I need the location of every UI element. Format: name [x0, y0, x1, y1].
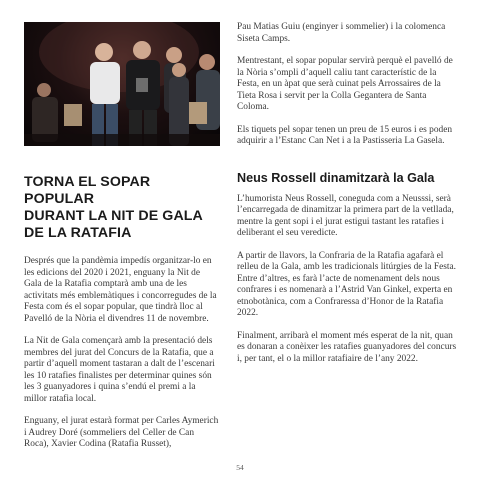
body-paragraph: Enguany, el jurat estarà format per Carles Aymerich i Audrey Doré (sommeliers del Celler de Can Roca), Xavier Codina (Ratafia Russet), [24, 416, 219, 449]
body-paragraph: A partir de llavors, la Confraria de la Ratafia agafarà el relleu de la Gala, amb les tradicionals litúrgies de la Festa. Entre d’altres, es farà l’acte de nomenament dels nous confrares i es nomenarà a l’Astrid Van Ginkel, experta en etnobotànica, com a Confraressa d’Honor de la Ratafia 2022. [237, 250, 457, 318]
section-heading: Neus Rossell dinamitzarà la Gala [237, 170, 435, 185]
body-paragraph: La Nit de Gala començarà amb la presentació dels membres del jurat del Concurs de la Ratafia, que a partir d’aquell moment tastaran a dalt de l’escenari les 10 ratafies finalistes per determinar quines són les 3 guanyadores i quina s’endú el premi a la millor ratafia local. [24, 336, 215, 404]
page-number: 54 [236, 463, 244, 472]
body-paragraph: Els tiquets pel sopar tenen un preu de 15 euros i es poden adquirir a l’Estanc Can Net i a la Pastisseria La Gasela. [237, 124, 453, 146]
body-paragraph: L’humorista Neus Rossell, coneguda com a Neusssi, serà l’encarregada de dinamitzar la primera part de la vetllada, mentre la gent sopi i el jurat estigui tastant les ratafies i deliberant el seu veredicte. [237, 193, 454, 238]
body-paragraph: Després que la pandèmia impedís organitzar-lo en les edicions del 2020 i 2021, enguany la Nit de Gala de la Ratafia comptarà amb una de les activitats més emblemàtiques i concorregudes de la Festa com és el sopar popular, que tindrà lloc al Pavelló de la Nòria el divendres 11 de novembre. [24, 256, 217, 324]
title-line: TORNA EL SOPAR POPULAR [24, 174, 151, 207]
body-paragraph: Mentrestant, el sopar popular servirà perquè el pavelló de la Nòria s’ompli d’aquell caliu tant característic de la Festa, en un àpat que serà cuinat pels Arrossaires de la Tieta Rosa i servit per la Colla Gegantera de Santa Coloma. [237, 56, 453, 112]
body-paragraph: Finalment, arribarà el moment més esperat de la nit, quan es donaran a conèixer les ratafies guanyadores del concurs i, per tant, el o la millor ratafiaire de l’any 2022. [237, 330, 457, 364]
title-line: DE LA RATAFIA [24, 225, 132, 241]
article-title [24, 174, 220, 242]
title-line: DURANT LA NIT DE GALA [24, 208, 203, 224]
body-paragraph: Pau Matias Guiu (enginyer i sommelier) i la colomenca Siseta Camps. [237, 22, 446, 44]
photo-illustration [24, 22, 220, 146]
right-column [237, 22, 457, 365]
left-column [24, 22, 220, 451]
event-photo [24, 22, 220, 146]
